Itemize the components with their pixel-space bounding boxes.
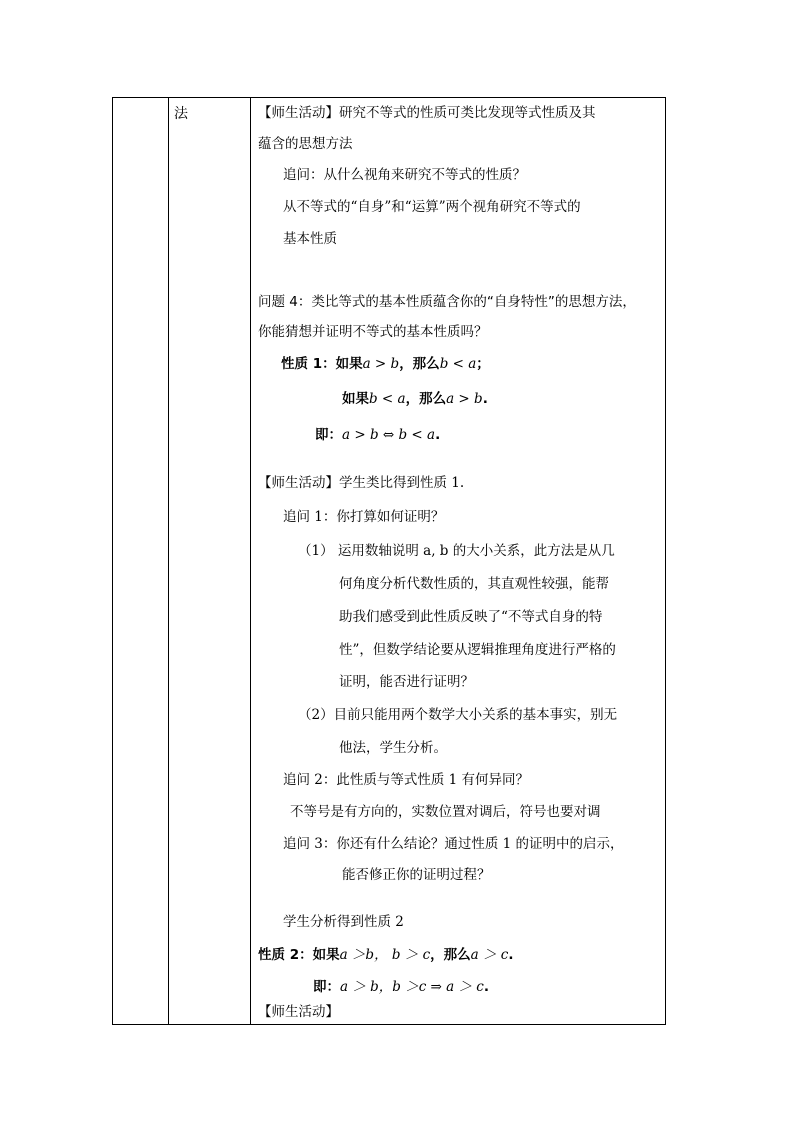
text-line: 你能猜想并证明不等式的基本性质吗？ — [258, 324, 488, 340]
property-1-line-2 — [342, 389, 488, 409]
follow-up-question-2: 追问 2：此性质与等式性质 1 有何异同？ — [283, 772, 530, 788]
math-expression: a > b ⇔ b < a — [342, 427, 436, 443]
property-2-line-2 — [313, 977, 489, 997]
text-fragment: 即： — [313, 979, 340, 995]
teacher-student-activity-2: 【师生活动】学生类比得到性质 1. — [258, 475, 465, 491]
column-divider-2 — [250, 98, 251, 1024]
punctuation: . — [482, 391, 488, 407]
text-line: 何角度分析代数性质的，其直观性较强，能帮 — [339, 576, 609, 592]
text-line: 能否修正你的证明过程？ — [342, 867, 491, 883]
text-fragment: ，那么 — [430, 947, 471, 963]
property-2-label: 性质 2：如果 — [258, 947, 340, 963]
text-line: 性”，但数学结论要从逻辑推理角度进行严格的 — [339, 642, 616, 658]
point-2: （2）目前只能用两个数学大小关系的基本事实，别无 — [298, 707, 618, 723]
math-expression: a ＞ b，b ＞c ⇒ a ＞ c — [340, 979, 484, 995]
text-fragment: ，那么 — [405, 391, 447, 407]
punctuation: . — [508, 947, 514, 963]
follow-up-question-3: 追问 3：你还有什么结论？通过性质 1 的证明中的启示， — [283, 836, 624, 852]
property-1-line-3 — [315, 425, 440, 445]
math-expression: a > b — [362, 356, 400, 372]
property-1-label: 性质 1：如果 — [281, 356, 363, 372]
text-fragment: ，那么 — [399, 356, 440, 372]
point-1: （1） 运用数轴说明 a, b 的大小关系，此方法是从几 — [298, 543, 615, 559]
math-expression: b < a — [369, 391, 406, 407]
follow-up-question: 追问：从什么视角来研究不等式的性质？ — [283, 167, 526, 183]
property-1-line-1 — [281, 354, 490, 374]
column-divider-1 — [168, 98, 169, 1024]
math-expression: a ＞ c — [470, 947, 509, 963]
punctuation: ； — [476, 356, 490, 372]
question-4: 问题 4：类比等式的基本性质蕴含你的“自身特性”的思想方法， — [258, 294, 636, 310]
punctuation: . — [435, 427, 441, 443]
text-line: 不等号是有方向的，实数位置对调后，符号也要对调 — [290, 804, 601, 820]
text-fragment: 即： — [315, 427, 342, 443]
text-line: 蕴含的思想方法 — [258, 136, 353, 152]
text-line: 基本性质 — [283, 231, 337, 247]
math-expression: b < a — [439, 356, 477, 372]
follow-up-question-1: 追问 1：你打算如何证明？ — [283, 509, 445, 525]
text-line: 从不等式的“自身”和“运算”两个视角研究不等式的 — [283, 199, 581, 215]
punctuation: . — [483, 979, 489, 995]
student-analysis: 学生分析得到性质 2 — [283, 914, 404, 930]
text-fragment: 如果 — [342, 391, 369, 407]
lesson-table — [112, 97, 666, 1025]
math-expression: a > b — [446, 391, 483, 407]
teacher-student-activity-3: 【师生活动】 — [258, 1004, 339, 1020]
text-line: 他法，学生分析。 — [339, 740, 447, 756]
property-2-line-1 — [258, 945, 514, 965]
teacher-student-activity-1: 【师生活动】研究不等式的性质可类比发现等式性质及其 — [258, 105, 596, 121]
text-line: 证明，能否进行证明？ — [339, 674, 474, 690]
text-line: 助我们感受到此性质反映了“不等式自身的特 — [339, 609, 603, 625]
column-2-text: 法 — [174, 106, 188, 122]
math-expression: a ＞b， b ＞ c — [339, 947, 431, 963]
